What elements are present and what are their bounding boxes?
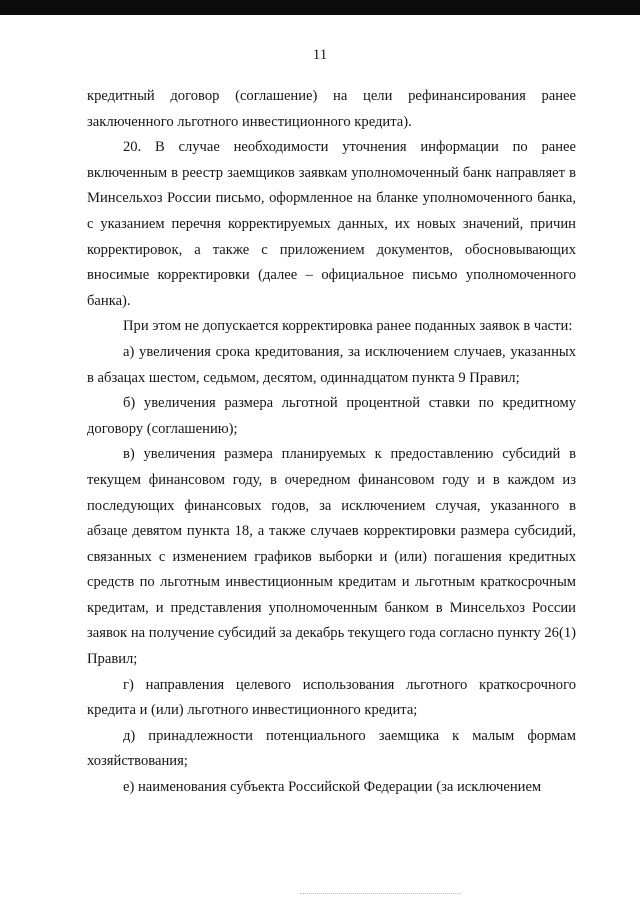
document-body (87, 84, 576, 801)
list-item-v: в) увеличения размера планируемых к предоставлению субсидий в текущем финансовом году, в очередном финансовом году и в каждом из последующих финансовых годов, за исключением случая, указанного в абзаце девятом пункта 18, а также случаев корректировки размера субсидий, связанных с изменением графиков выборки и (или) погашения кредитных средств по льготным инвестиционным кредитам и льготным краткосрочным кредитам, и представления уполномоченным банком в Минсельхоз России заявок на получение субсидий за декабрь текущего года согласно пункту 26(1) Правил; (87, 446, 576, 668)
scan-top-border (0, 0, 640, 15)
list-item-e: е) наименования субъекта Российской Федерации (за исключением (123, 779, 542, 796)
paragraph-restrictions-intro: При этом не допускается корректировка ранее поданных заявок в части: (123, 318, 573, 335)
paragraph-continuation: кредитный договор (соглашение) на цели рефинансирования ранее заключенного льготного инвестиционного кредита). (87, 88, 576, 130)
list-item-b: б) увеличения размера льготной процентной ставки по кредитному договору (соглашению); (87, 395, 576, 437)
page-number: 11 (312, 47, 328, 63)
list-item-g: г) направления целевого использования льготного краткосрочного кредита и (или) льготного инвестиционного кредита; (87, 676, 576, 719)
list-item-d: д) принадлежности потенциального заемщика к малым формам хозяйствования; (87, 727, 576, 770)
paragraph-item-20: 20. В случае необходимости уточнения информации по ранее включенным в реестр заемщиков заявкам уполномоченный банк направляет в Минсельхоз России письмо, оформленное на бланке уполномоченного банка, с указанием перечня корректируемых данных, их новых значений, причин корректировок, а также с приложением документов, обосновывающих вносимые корректировки (далее – официальное письмо уполномоченного банка). (87, 139, 576, 309)
scan-artifact (300, 893, 460, 897)
list-item-a: а) увеличения срока кредитования, за исключением случаев, указанных в абзацах шестом, седьмом, десятом, одиннадцатом пункта 9 Правил; (87, 343, 576, 386)
